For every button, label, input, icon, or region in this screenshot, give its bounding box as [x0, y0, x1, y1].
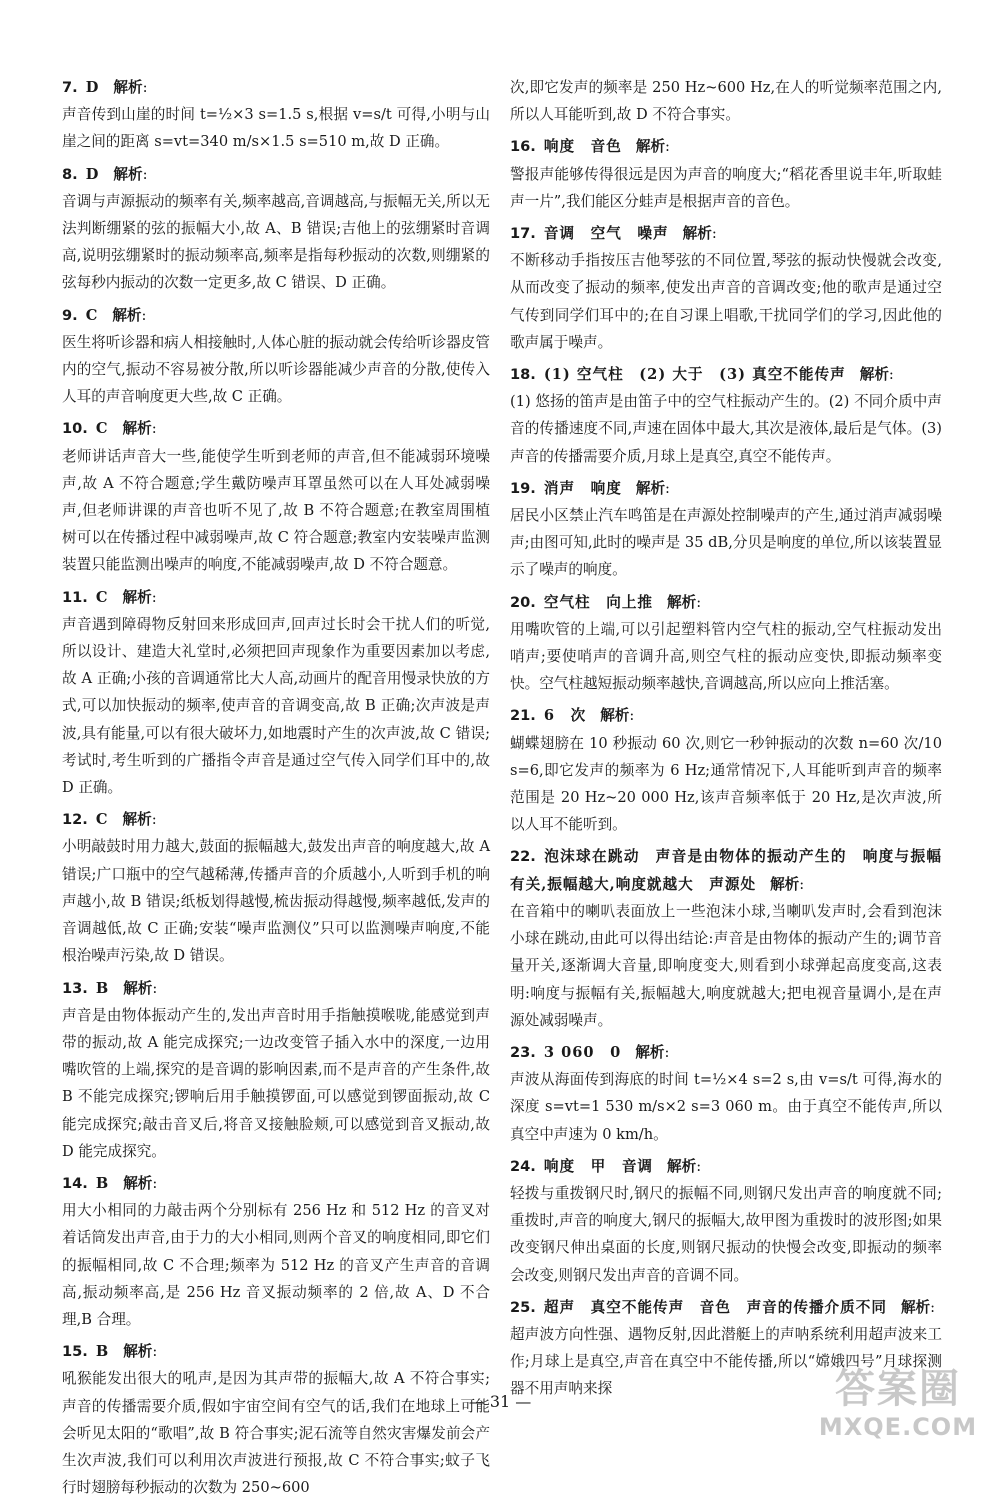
analysis-text: 蝴蝶翅膀在 10 秒振动 60 次,则它一秒钟振动的次数 n=60 次/10 s=6,即它发声的频率为 6 Hz;通常情况下,人耳能听到声音的频率范围是 20 Hz~20 000 Hz,该声音频率低于 20 Hz,是次声波,所以人耳不能听到。	[510, 734, 942, 834]
answer-key: C	[95, 420, 109, 438]
answer-entry-25: 25. 超声 真空不能传声 音色 声音的传播介质不同 解析: 超声波方向性强、遇物反射,因此潜艇上的声呐系统利用超声波来工作;月球上是真空,声音在真空中不能传播,所以“嫦娥四号”月球探测器不用声呐来探	[510, 1294, 942, 1403]
analysis-label: 解析	[682, 225, 712, 243]
answer-key: B	[95, 1174, 110, 1192]
answer-key: (1) 空气柱 (2) 大于 (3) 真空不能传声	[543, 366, 846, 384]
answer-key: 泡沫球在跳动 声音是由物体的振动产生的 响度与振幅有关,振幅越大,响度就越大 声源处	[510, 848, 942, 893]
analysis-text: 用大小相同的力敲击两个分别标有 256 Hz 和 512 Hz 的音叉对着话筒发出声音,由于力的大小相同,则两个音叉的响度相同,即它们的振幅相同,故 C 不合理;频率为 512 Hz 的音叉产生声音的音调高,振动频率高,是 256 Hz 音叉振动频率的 2 倍,故 A、D 不合理,B 合理。	[62, 1202, 490, 1328]
question-number: 22.	[510, 848, 536, 866]
continued-text: 次,即它发声的频率是 250 Hz~600 Hz,在人的听觉频率范围之内,所以人耳能听到,故 D 不符合事实。	[510, 79, 942, 124]
analysis-label: 解析	[859, 366, 889, 384]
analysis-label: 解析	[113, 79, 143, 96]
question-number: 18.	[510, 366, 536, 384]
watermark-logo-text: 答案圈	[835, 1366, 961, 1412]
analysis-label: 解析	[113, 165, 143, 183]
answer-entry-13: 13. B 解析: 声音是由物体振动产生的,发出声音时用手指触摸喉咙,能感觉到声带的振动,故 A 能完成探究;一边改变管子插入水中的深度,一边用嘴吹管的上端,探究的是音调的影响因素,而不是声音的产生条件,故 B 不能完成探究;锣响后用手触摸锣面,可以感觉到锣面振动,故 C 能完成探究;敲击音叉后,将音叉接触脸颊,可以感觉到音叉振动,故 D 能完成探究。	[62, 975, 490, 1165]
analysis-label: 解析	[122, 811, 152, 829]
analysis-text: 轻拨与重拨钢尺时,钢尺的振幅不同,则钢尺发出声音的响度就不同;重拨时,声音的响度大,钢尺的振幅大,故甲图为重拨时的波形图;如果改变钢尺伸出桌面的长度,则钢尺振动的快慢会改变,即振动的频率会改变,则钢尺发出声音的音调不同。	[510, 1184, 942, 1284]
answer-entry-16: 16. 响度 音色 解析: 警报声能够传得很远是因为声音的响度大;“稻花香里说丰年,听取蛙声一片”,我们能区分蛙声是根据声音的音色。	[510, 133, 942, 215]
question-number: 14.	[62, 1174, 88, 1192]
question-number: 16.	[510, 138, 536, 156]
answer-key: 超声 真空不能传声 音色 声音的传播介质不同	[543, 1298, 887, 1316]
question-number: 25.	[510, 1298, 536, 1316]
answer-key: 6 次	[543, 707, 587, 725]
answer-key: C	[95, 588, 109, 606]
analysis-text: 超声波方向性强、遇物反射,因此潜艇上的声呐系统利用超声波来工作;月球上是真空,声音在真空中不能传播,所以“嫦娥四号”月球探测器不用声呐来探	[510, 1325, 942, 1398]
analysis-text: 不断移动手指按压吉他琴弦的不同位置,琴弦的振动快慢就会改变,从而改变了振动的频率,使发出声音的音调改变;他的歌声是通过空气传到同学们耳中的;在自习课上唱歌,干扰同学们的学习,因此他的歌声属于噪声。	[510, 252, 942, 351]
answer-key: C	[85, 306, 99, 324]
answer-key: 响度 甲 音调	[543, 1157, 654, 1175]
answer-key: D	[85, 165, 100, 183]
question-number: 24.	[510, 1157, 536, 1175]
answer-entry-10: 10. C 解析: 老师讲话声音大一些,能使学生听到老师的声音,但不能减弱环境噪声,故 A 不符合题意;学生戴防噪声耳罩虽然可以在人耳处减弱噪声,但老师讲课的声音也听不见了,故 B 不符合题意;在教室周围植树可以在传播过程中减弱噪声,故 C 符合题意;教室内安装噪声监测装置只能监测出噪声的响度,不能减弱噪声,故 D 不符合题意。	[62, 415, 490, 578]
analysis-text: 声音遇到障碍物反射回来形成回声,回声过长时会干扰人们的听觉,所以设计、建造大礼堂时,必须把回声现象作为重要因素加以考虑,故 A 正确;小孩的音调通常比大人高,动画片的配音用慢录快放的方式,可以加快振动的频率,使声音的音调变高,故 B 正确;次声波是声波,具有能量,可以有很大破坏力,如地震时产生的次声波,故 C 错误;考试时,考生听到的广播指令声音是通过空气传入同学们耳中的,故 D 正确。	[62, 615, 490, 797]
watermark-url: MXQE.COM	[818, 1413, 978, 1441]
answer-entry-11: 11. C 解析: 声音遇到障碍物反射回来形成回声,回声过长时会干扰人们的听觉,所以设计、建造大礼堂时,必须把回声现象作为重要因素加以考虑,故 A 正确;小孩的音调通常比大人高,动画片的配音用慢录快放的方式,可以加快振动的频率,使声音的音调变高,故 B 正确;次声波是声波,具有能量,可以有很大破坏力,如地震时产生的次声波,故 C 错误;考试时,考生听到的广播指令声音是通过空气传入同学们耳中的,故 D 正确。	[62, 584, 490, 802]
left-column	[62, 74, 490, 1506]
answer-entry-19: 19. 消声 响度 解析: 居民小区禁止汽车鸣笛是在声源处控制噪声的产生,通过消声减弱噪声;由图可知,此时的噪声是 35 dB,分贝是响度的单位,所以该装置显示了噪声的响度。	[510, 475, 942, 584]
analysis-text: 在音箱中的喇叭表面放上一些泡沫小球,当喇叭发声时,会看到泡沫小球在跳动,由此可以得出结论:声音是由物体的振动产生的;调节音量开关,逐渐调大音量,即响度变大,则看到小球弹起高度变高,这表明:响度与振幅有关,振幅越大,响度就越大;把电视音量调小,是在声源处减弱噪声。	[510, 902, 942, 1029]
answer-entry-21: 21. 6 次 解析: 蝴蝶翅膀在 10 秒振动 60 次,则它一秒钟振动的次数 n=60 次/10 s=6,即它发声的频率为 6 Hz;通常情况下,人耳能听到声音的频率范围是 20 Hz~20 000 Hz,该声音频率低于 20 Hz,是次声波,所以人耳不能听到。	[510, 702, 942, 838]
answer-entry-15-continued	[510, 74, 942, 128]
answer-entry-20: 20. 空气柱 向上推 解析: 用嘴吹管的上端,可以引起塑料管内空气柱的振动,空气柱振动发出哨声;要使哨声的音调升高,则空气柱的振动应变快,即振动频率变快。空气柱越短振动频率越快,音调越高,所以应向上推活塞。	[510, 589, 942, 698]
answer-entry-23: 23. 3 060 0 解析: 声波从海面传到海底的时间 t=½×4 s=2 s,由 v=s/t 可得,海水的深度 s=vt=1 530 m/s×2 s=3 060 m。由于真空不能传声,所以真空中声速为 0 km/h。	[510, 1039, 942, 1148]
analysis-text: 音调与声源振动的频率有关,频率越高,音调越高,与振幅无关,所以无法判断绷紧的弦的振幅大小,故 A、B 错误;吉他上的弦绷紧时音调高,说明弦绷紧时的振动频率高,频率是指每秒振动的次数,则绷紧的弦每秒内振动的次数一定更多,故 C 错误、D 正确。	[62, 192, 490, 292]
analysis-text: 警报声能够传得很远是因为声音的响度大;“稻花香里说丰年,听取蛙声一片”,我们能区分蛙声是根据声音的音色。	[510, 165, 942, 210]
analysis-text: 声音传到山崖的时间 t=½×3 s=1.5 s,根据 v=s/t 可得,小明与山崖之间的距离 s=vt=340 m/s×1.5 s=510 m,故 D 正确。	[62, 106, 490, 151]
analysis-text: 小明敲鼓时用力越大,鼓面的振幅越大,鼓发出声音的响度越大,故 A 错误;广口瓶中的空气越稀薄,传播声音的介质越小,人听到手机的响声越小,故 B 错误;纸板划得越慢,梳齿振动得越慢,频率越低,发声的音调越低,故 C 正确;安装“噪声监测仪”只可以监测噪声响度,不能根治噪声污染,故 D 错误。	[62, 838, 490, 965]
analysis-text: (1) 悠扬的笛声是由笛子中的空气柱振动产生的。(2) 不同介质中声音的传播速度不同,声速在固体中最大,其次是液体,最后是气体。(3) 声音的传播需要介质,月球上是真空,真空不能传声。	[510, 393, 942, 465]
site-watermark	[808, 1366, 988, 1456]
right-column	[510, 74, 942, 1408]
answer-key: 空气柱 向上推	[543, 593, 654, 611]
question-number: 15.	[62, 1343, 88, 1361]
answer-key: C	[95, 811, 109, 829]
answer-entry-12: 12. C 解析: 小明敲鼓时用力越大,鼓面的振幅越大,鼓发出声音的响度越大,故 A 错误;广口瓶中的空气越稀薄,传播声音的介质越小,人听到手机的响声越小,故 B 错误;纸板划得越慢,梳齿振动得越慢,频率越低,发声的音调越低,故 C 正确;安装“噪声监测仪”只可以监测噪声响度,不能根治噪声污染,故 D 错误。	[62, 806, 490, 969]
analysis-label: 解析	[122, 588, 152, 606]
page-number: — 31 —	[468, 1392, 532, 1411]
answer-key: D	[85, 79, 100, 96]
analysis-label: 解析	[667, 593, 697, 611]
analysis-label: 解析	[123, 1174, 153, 1192]
answer-entry-8: 8. D 解析: 音调与声源振动的频率有关,频率越高,音调越高,与振幅无关,所以无法判断绷紧的弦的振幅大小,故 A、B 错误;吉他上的弦绷紧时音调高,说明弦绷紧时的振动频率高,频率是指每秒振动的次数,则绷紧的弦每秒内振动的次数一定更多,故 C 错误、D 正确。	[62, 161, 490, 297]
answer-key: B	[95, 1343, 110, 1361]
answer-key: 3 060 0	[543, 1043, 622, 1061]
question-number: 7.	[62, 79, 78, 96]
answer-entry-14: 14. B 解析: 用大小相同的力敲击两个分别标有 256 Hz 和 512 Hz 的音叉对着话筒发出声音,由于力的大小相同,则两个音叉的响度相同,即它们的振幅相同,故 C 不合理;频率为 512 Hz 的音叉产生声音的音调高,振动频率高,是 256 Hz 音叉振动频率的 2 倍,故 A、D 不合理,B 合理。	[62, 1170, 490, 1333]
analysis-label: 解析	[122, 420, 152, 438]
answer-entry-15: 15. B 解析: 吼猴能发出很大的吼声,是因为其声带的振幅大,故 A 不符合事实;声音的传播需要介质,假如宇宙空间有空气的话,我们在地球上可能会听见太阳的“歌唱”,故 B 符合事实;泥石流等自然灾害爆发前会产生次声波,我们可以利用次声波进行预报,故 C 不符合事实;蚊子飞行时翅膀每秒振动的次数为 250~600	[62, 1338, 490, 1501]
analysis-text: 声音是由物体振动产生的,发出声音时用手指触摸喉咙,能感觉到声带的振动,故 A 能完成探究;一边改变管子插入水中的深度,一边用嘴吹管的上端,探究的是音调的影响因素,而不是声音的产生条件,故 B 不能完成探究;锣响后用手触摸锣面,可以感觉到锣面振动,故 C 能完成探究;敲击音叉后,将音叉接触脸颊,可以感觉到音叉振动,故 D 能完成探究。	[62, 1006, 490, 1160]
question-number: 8.	[62, 165, 78, 183]
analysis-label: 解析	[667, 1157, 697, 1175]
answer-key: 音调 空气 噪声	[543, 225, 669, 243]
question-number: 9.	[62, 306, 78, 324]
question-number: 21.	[510, 707, 536, 725]
analysis-text: 吼猴能发出很大的吼声,是因为其声带的振幅大,故 A 不符合事实;声音的传播需要介质,假如宇宙空间有空气的话,我们在地球上可能会听见太阳的“歌唱”,故 B 符合事实;泥石流等自然灾害爆发前会产生次声波,我们可以利用次声波进行预报,故 C 不符合事实;蚊子飞行时翅膀每秒振动的次数为 250~600	[62, 1370, 490, 1497]
question-number: 20.	[510, 593, 536, 611]
answer-entry-24: 24. 响度 甲 音调 解析: 轻拨与重拨钢尺时,钢尺的振幅不同,则钢尺发出声音的响度就不同;重拨时,声音的响度大,钢尺的振幅大,故甲图为重拨时的波形图;如果改变钢尺伸出桌面的长度,则钢尺振动的快慢会改变,即振动的频率会改变,则钢尺发出声音的音调不同。	[510, 1153, 942, 1289]
answer-key: 响度 音色	[543, 138, 622, 156]
analysis-label: 解析	[635, 479, 666, 497]
question-number: 13.	[62, 979, 88, 997]
analysis-label: 解析	[635, 1043, 665, 1061]
analysis-text: 声波从海面传到海底的时间 t=½×4 s=2 s,由 v=s/t 可得,海水的深度 s=vt=1 530 m/s×2 s=3 060 m。由于真空不能传声,所以真空中声速为 0 km/h。	[510, 1071, 942, 1143]
analysis-label: 解析	[600, 707, 630, 725]
answer-entry-17: 17. 音调 空气 噪声 解析: 不断移动手指按压吉他琴弦的不同位置,琴弦的振动快慢就会改变,从而改变了振动的频率,使发出声音的音调改变;他的歌声是通过空气传到同学们耳中的;在自习课上唱歌,干扰同学们的学习,因此他的歌声属于噪声。	[510, 220, 942, 356]
analysis-label: 解析	[123, 979, 153, 997]
answer-entry-18: 18. (1) 空气柱 (2) 大于 (3) 真空不能传声 解析: (1) 悠扬的笛声是由笛子中的空气柱振动产生的。(2) 不同介质中声音的传播速度不同,声速在固体中最大,其次是液体,最后是气体。(3) 声音的传播需要介质,月球上是真空,真空不能传声。	[510, 361, 942, 470]
analysis-label: 解析	[635, 138, 666, 156]
analysis-label: 解析	[900, 1298, 931, 1316]
analysis-text: 老师讲话声音大一些,能使学生听到老师的声音,但不能减弱环境噪声,故 A 不符合题意;学生戴防噪声耳罩虽然可以在人耳处减弱噪声,但老师讲课的声音也听不见了,故 B 不符合题意;在教室周围植树可以在传播过程中减弱噪声,故 C 符合题意;教室内安装噪声监测装置只能监测出噪声的响度,不能减弱噪声,故 D 不符合题意。	[62, 447, 490, 574]
analysis-label: 解析	[123, 1343, 153, 1361]
question-number: 12.	[62, 811, 88, 829]
question-number: 19.	[510, 479, 536, 497]
question-number: 17.	[510, 225, 536, 243]
analysis-text: 医生将听诊器和病人相接触时,人体心脏的振动就会传给听诊器皮管内的空气,振动不容易被分散,所以听诊器能减少声音的分散,使传入人耳的声音响度更大些,故 C 正确。	[62, 333, 490, 406]
answer-entry-7: 7. D 解析: 声音传到山崖的时间 t=½×3 s=1.5 s,根据 v=s/t 可得,小明与山崖之间的距离 s=vt=340 m/s×1.5 s=510 m,故 D 正确。	[62, 74, 490, 156]
question-number: 10.	[62, 420, 88, 438]
analysis-text: 用嘴吹管的上端,可以引起塑料管内空气柱的振动,空气柱振动发出哨声;要使哨声的音调升高,则空气柱的振动应变快,即振动频率变快。空气柱越短振动频率越快,音调越高,所以应向上推活塞。	[510, 620, 942, 693]
question-number: 23.	[510, 1043, 536, 1061]
analysis-text: 居民小区禁止汽车鸣笛是在声源处控制噪声的产生,通过消声减弱噪声;由图可知,此时的噪声是 35 dB,分贝是响度的单位,所以该装置显示了噪声的响度。	[510, 507, 942, 579]
question-number: 11.	[62, 588, 88, 606]
analysis-label: 解析	[112, 306, 142, 324]
answer-entry-22: 22. 泡沫球在跳动 声音是由物体的振动产生的 响度与振幅有关,振幅越大,响度就越大 声源处 解析: 在音箱中的喇叭表面放上一些泡沫小球,当喇叭发声时,会看到泡沫小球在跳动,由此可以得出结论:声音是由物体的振动产生的;调节音量开关,逐渐调大音量,即响度变大,则看到小球弹起高度变高,这表明:响度与振幅有关,振幅越大,响度就越大;把电视音量调小,是在声源处减弱噪声。	[510, 843, 942, 1033]
answer-key: 消声 响度	[543, 479, 622, 497]
analysis-label: 解析	[770, 875, 800, 893]
answer-entry-9: 9. C 解析: 医生将听诊器和病人相接触时,人体心脏的振动就会传给听诊器皮管内的空气,振动不容易被分散,所以听诊器能减少声音的分散,使传入人耳的声音响度更大些,故 C 正确。	[62, 302, 490, 411]
answer-key: B	[95, 979, 110, 997]
